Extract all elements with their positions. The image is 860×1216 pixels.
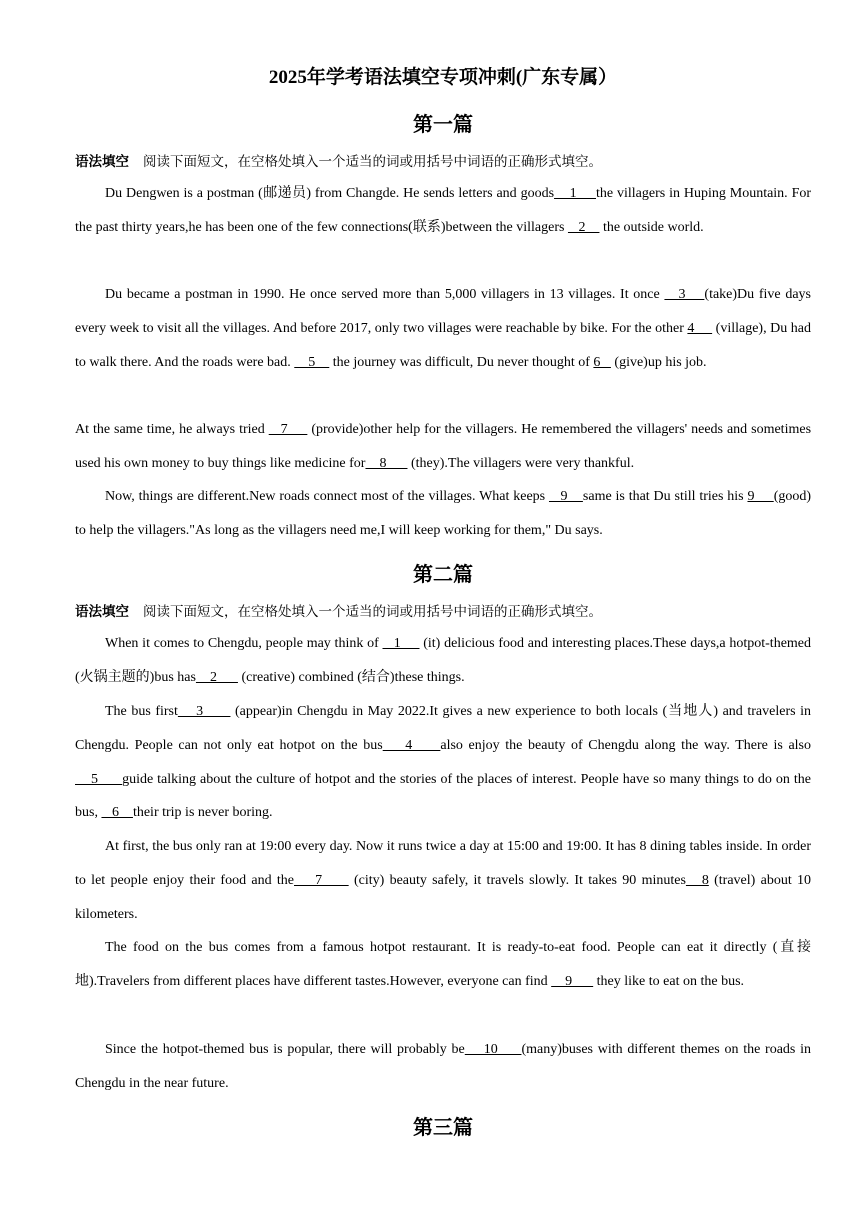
blank-10[interactable]: 9	[747, 489, 774, 504]
text: (take)Du five days every week to visit all the villages. And before 2017, only two villages were reachable by bike. For the other	[75, 287, 812, 336]
blank-3[interactable]: 3	[664, 287, 705, 302]
blank-3[interactable]: 3	[177, 704, 231, 719]
text: (provide)other help for the villagers. He remembered the villagers' needs and sometimes used his own money to buy things like medicine for	[75, 422, 812, 471]
passage-3-heading: 第三篇	[413, 1117, 473, 1139]
passage-2-paragraph-2	[75, 695, 811, 830]
text: their trip is never boring.	[132, 805, 273, 821]
blank-7[interactable]: 7	[268, 422, 308, 437]
text: Du Dengwen is a postman (邮递员) from Changde. He sends letters and goods	[105, 186, 555, 201]
text: The food on the bus comes from a famous hotpot restaurant. It is ready-to-eat food. People can eat it directly (直接地).Travelers from different places have different tastes.However, everyone can find	[75, 940, 811, 989]
text: The bus first	[105, 704, 178, 719]
passage-2-heading: 第二篇	[413, 564, 473, 586]
blank-8[interactable]: 8	[685, 872, 709, 888]
blank-9[interactable]: 9	[551, 973, 594, 989]
passage-2-paragraph-5	[75, 1033, 811, 1101]
text: At first, the bus only ran at 19:00 every day. Now it runs twice a day at 15:00 and 19:00. It has 8 dining tables inside. In order to let people enjoy their food and the	[75, 839, 811, 888]
text: same is that Du still tries his	[582, 489, 748, 504]
text: also enjoy the beauty of Chengdu along the way. There is also	[440, 737, 811, 753]
text: When it comes to Chengdu, people may think of	[105, 636, 383, 651]
text: (creative) combined (结合)these things.	[237, 669, 465, 685]
passage-1-paragraph-3	[75, 413, 811, 481]
text: At the same time, he always tried	[75, 422, 269, 437]
text: (city) beauty safely, it travels slowly. It takes 90 minutes	[348, 872, 686, 888]
document-title: 2025年学考语法填空专项冲刺(广东专属）	[268, 67, 618, 88]
blank-1[interactable]: 1	[554, 186, 596, 201]
text: the journey was difficult, Du never thought of	[329, 354, 594, 370]
text: (good) to help the villagers."As long as the villagers need me,I will keep working for them," Du says.	[75, 489, 812, 538]
blank-5[interactable]: 5	[294, 354, 330, 370]
text: Since the hotpot-themed bus is popular, there will probably be	[105, 1042, 465, 1057]
blank-4[interactable]: 4	[382, 737, 441, 753]
text: Now, things are different.New roads connect most of the villages. What keeps	[105, 489, 549, 504]
text: (many)buses with different themes on the roads in Chengdu in the near future.	[75, 1042, 812, 1091]
text: Du became a postman in 1990. He once served more than 5,000 villagers in 13 villages. It once	[105, 287, 665, 302]
text: they like to eat on the bus.	[593, 973, 745, 989]
passage-1-paragraph-4	[75, 480, 811, 548]
text: the outside world.	[599, 219, 704, 235]
passage-2-instruction-text: 阅读下面短文，在空格处填入一个适当的词或用括号中词语的正确形式填空。	[143, 604, 602, 619]
blank-7[interactable]: 7	[294, 872, 349, 888]
text: the villagers in Huping Mountain. For the past thirty years,he has been one of the few connections(联系)between the villagers	[75, 186, 812, 235]
passage-2-tag: 语法填空	[75, 604, 129, 619]
blank-1[interactable]: 1	[382, 636, 420, 651]
blank-4[interactable]: 4	[687, 320, 713, 336]
passage-1-heading: 第一篇	[413, 114, 473, 136]
passage-1-tag: 语法填空	[75, 154, 129, 169]
passage-1-paragraph-2	[75, 278, 811, 379]
text: (it) delicious food and interesting places.These days,a hotpot-themed (火锅主题的)bus has	[75, 636, 812, 685]
passage-1-instruction	[75, 150, 602, 170]
passage-1-paragraph-1	[75, 177, 811, 245]
blank-2[interactable]: 2	[195, 669, 238, 685]
passage-2-paragraph-4	[75, 931, 811, 999]
text: (travel) about 10 kilometers.	[75, 872, 812, 922]
passage-2-instruction	[75, 600, 602, 620]
blank-5[interactable]: 5	[75, 771, 123, 787]
blank-6[interactable]: 6	[593, 354, 611, 370]
passage-1-instruction-text: 阅读下面短文，在空格处填入一个适当的词或用括号中词语的正确形式填空。	[143, 154, 602, 169]
blank-8[interactable]: 8	[365, 455, 408, 471]
blank-9[interactable]: 9	[548, 489, 583, 504]
blank-6[interactable]: 6	[101, 805, 133, 821]
text: (they).The villagers were very thankful.	[407, 455, 635, 471]
blank-2[interactable]: 2	[567, 219, 600, 235]
text: (village), Du had to walk there. And the roads were bad.	[75, 320, 811, 370]
text: (give)up his job.	[610, 354, 707, 370]
text: (appear)in Chengdu in May 2022.It gives a new experience to both locals (当地人) and travelers in Chengdu. People can not only eat hotpot on the bus	[75, 704, 812, 753]
passage-2-paragraph-3	[75, 830, 811, 931]
text: guide talking about the culture of hotpot and the stories of the places of interest. People have so many things to do on the bus,	[75, 771, 811, 821]
blank-10[interactable]: 10	[464, 1042, 522, 1057]
passage-2-paragraph-1	[75, 627, 811, 695]
